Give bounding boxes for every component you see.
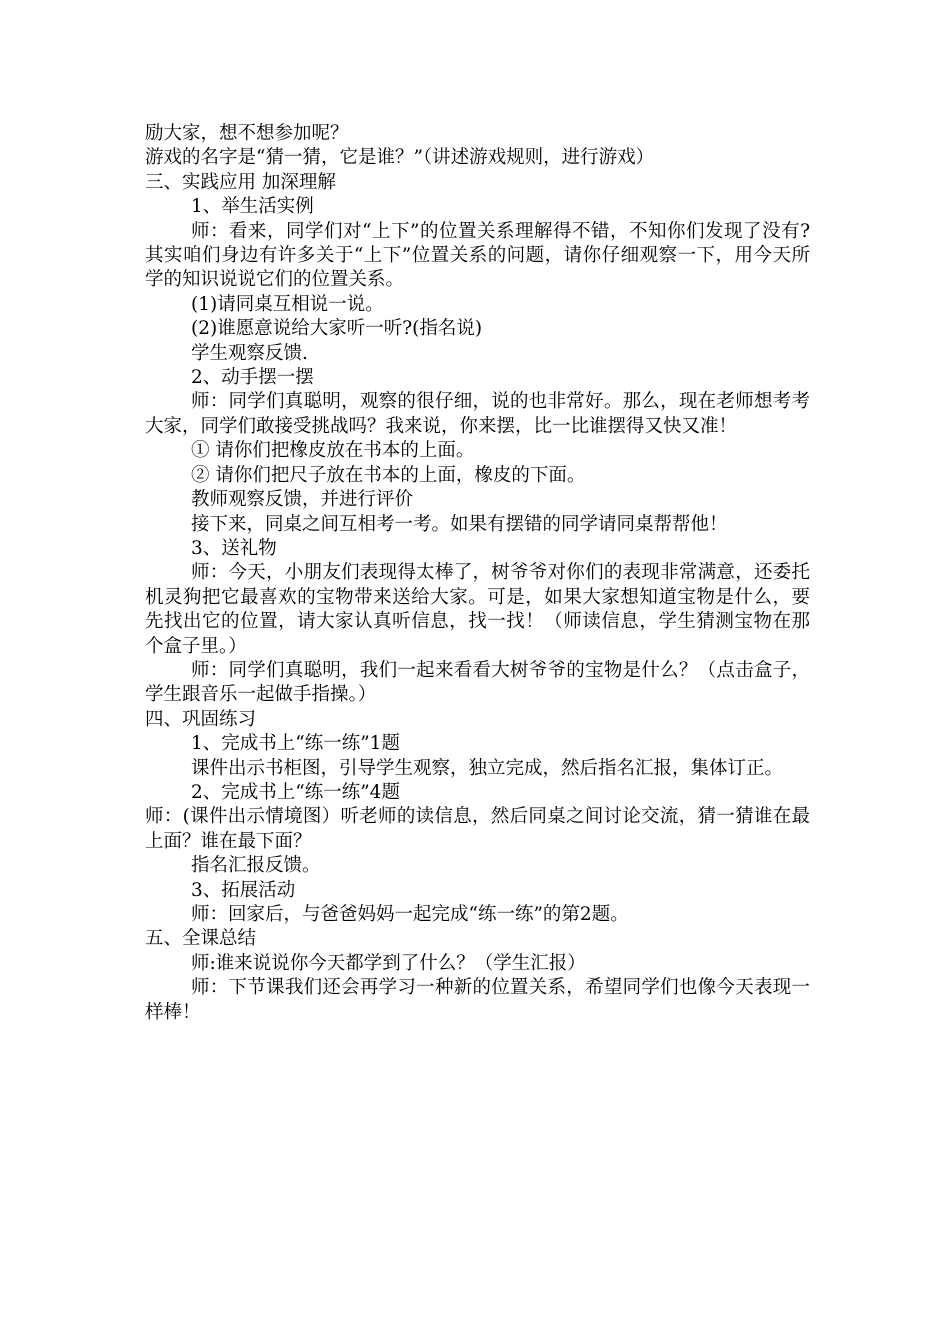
- section-heading: 四、巩固练习: [145, 708, 257, 730]
- document-body: [145, 122, 810, 1025]
- paragraph: 师：下节课我们还会再学习一种新的位置关系，希望同学们也像今天表现一样棒！: [145, 977, 810, 1023]
- paragraph: 师：今天，小朋友们表现得太棒了，树爷爷对你们的表现非常满意，还委托机灵狗把它最喜欢的宝物带来送给大家。可是，如果大家想知道宝物是什么，要先找出它的位置，请大家认真听信息，找一找！（师读信息，学生猜测宝物在那个盒子里。）: [145, 562, 810, 657]
- subsection-heading: 3、拓展活动: [191, 879, 296, 901]
- list-item: (1)请同桌互相说一说。: [191, 293, 384, 315]
- paragraph: 师：同学们真聪明，观察的很仔细，说的也非常好。那么，现在老师想考考大家，同学们敢接受挑战吗？我来说，你来摆，比一比谁摆得又快又准！: [145, 391, 810, 437]
- section-heading: 三、实践应用 加深理解: [145, 171, 336, 193]
- list-item: ② 请你们把尺子放在书本的上面，橡皮的下面。: [191, 464, 586, 486]
- paragraph: 接下来，同桌之间互相考一考。如果有摆错的同学请同桌帮帮他！: [191, 513, 728, 535]
- paragraph: 师：回家后，与爸爸妈妈一起完成“练一练”的第2题。: [191, 904, 629, 925]
- paragraph: 课件出示书柜图，引导学生观察，独立完成，然后指名汇报，集体订正。: [191, 757, 784, 779]
- paragraph: 师：同学们真聪明，我们一起来看看大树爷爷的宝物是什么？（点击盒子，学生跟音乐一起做手指操。）: [145, 659, 810, 706]
- list-item: (2)谁愿意说给大家听一听?(指名说): [191, 318, 483, 340]
- paragraph: 励大家，想不想参加呢？: [145, 123, 349, 144]
- paragraph: 师：(课件出示情境图）听老师的读信息，然后同桌之间讨论交流，猜一猜谁在最上面？谁在最下面？: [145, 806, 810, 852]
- paragraph: 师：看来，同学们对“上下”的位置关系理解得不错，不知你们发现了没有?其实咱们身边有许多关于“上下”位置关系的问题，请你仔细观察一下，用今天所学的知识说说它们的位置关系。: [145, 220, 810, 291]
- paragraph: 学生观察反馈.: [191, 342, 308, 364]
- paragraph: 教师观察反馈，并进行评价: [191, 489, 414, 511]
- paragraph: 师:谁来说说你今天都学到了什么？（学生汇报）: [191, 952, 586, 974]
- list-item: ① 请你们把橡皮放在书本的上面。: [191, 440, 475, 462]
- subsection-heading: 3、送礼物: [191, 537, 277, 559]
- subsection-heading: 2、动手摆一摆: [191, 367, 314, 389]
- section-heading: 五、全课总结: [145, 928, 257, 950]
- paragraph: 指名汇报反馈。: [191, 855, 321, 877]
- subsection-heading: 1、完成书上“练一练”1题: [191, 733, 400, 755]
- subsection-heading: 2、完成书上“练一练”4题: [191, 781, 400, 803]
- subsection-heading: 1、举生活实例: [191, 196, 314, 218]
- paragraph: 游戏的名字是“猜一猜，它是谁？”（讲述游戏规则，进行游戏）: [145, 147, 655, 169]
